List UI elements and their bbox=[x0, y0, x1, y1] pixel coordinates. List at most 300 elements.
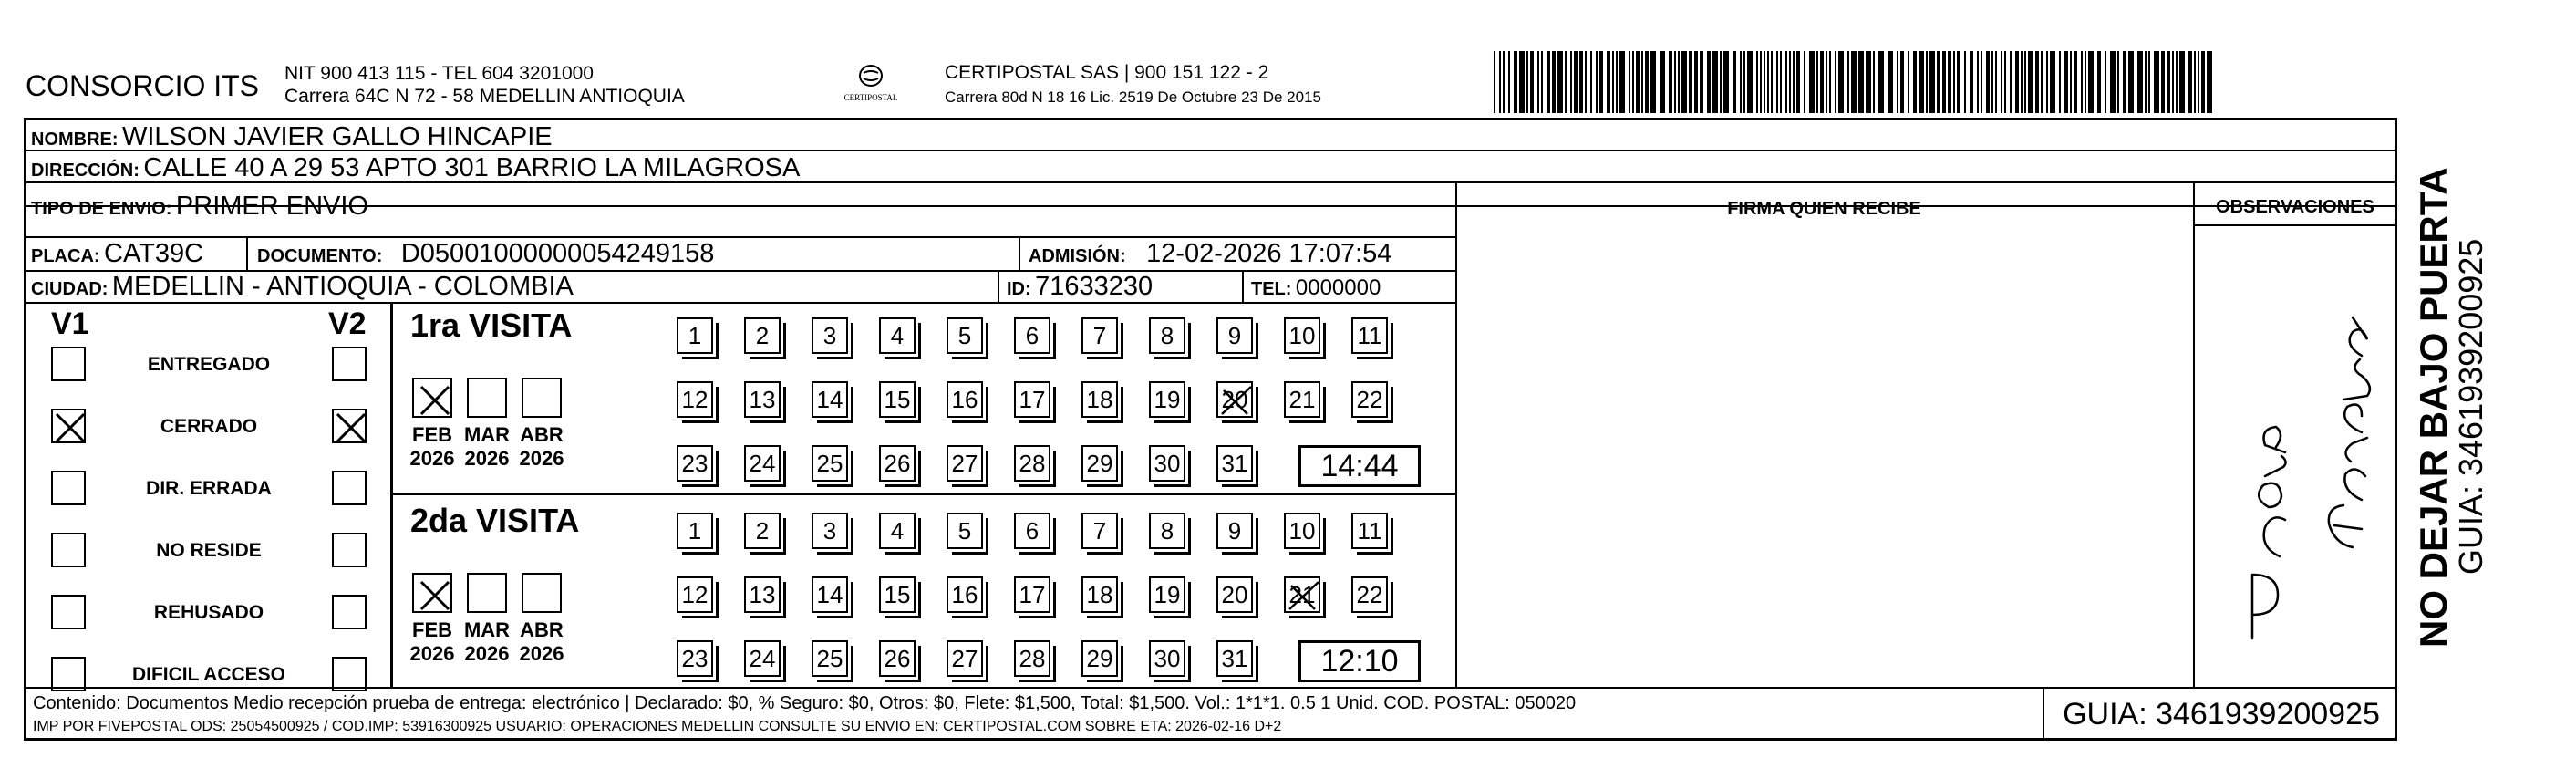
placa-label: PLACA: bbox=[31, 246, 100, 266]
day-number: 5 bbox=[957, 517, 972, 545]
month-name: ABR bbox=[520, 423, 564, 446]
day-box[interactable] bbox=[947, 317, 983, 354]
barcode-bar bbox=[1767, 51, 1769, 113]
day-number: 17 bbox=[1019, 581, 1046, 608]
month-checkbox[interactable] bbox=[522, 378, 562, 418]
barcode-bar bbox=[1771, 51, 1773, 113]
day-number: 11 bbox=[1357, 322, 1382, 349]
check-mark-icon bbox=[414, 575, 456, 617]
barcode-bar bbox=[2167, 51, 2170, 113]
cross-out-icon bbox=[1216, 381, 1257, 421]
barcode-bar bbox=[1712, 51, 1718, 113]
v1-header: V1 bbox=[51, 306, 89, 341]
day-box[interactable] bbox=[1351, 317, 1388, 354]
day-box[interactable] bbox=[1216, 317, 1253, 354]
nombre-value: WILSON JAVIER GALLO HINCAPIE bbox=[122, 122, 553, 151]
day-box[interactable] bbox=[812, 576, 848, 613]
barcode-bar bbox=[1804, 51, 1805, 113]
day-box[interactable] bbox=[947, 576, 983, 613]
day-number: 1 bbox=[688, 517, 702, 545]
month-checkbox[interactable] bbox=[467, 573, 507, 613]
barcode-bar bbox=[1780, 51, 1782, 113]
barcode-bar bbox=[1942, 51, 1946, 113]
day-box[interactable] bbox=[1284, 513, 1320, 549]
barcode-bar bbox=[1937, 51, 1940, 113]
day-box[interactable] bbox=[812, 513, 848, 549]
nit-line: NIT 900 413 115 - TEL 604 3201000 bbox=[284, 63, 594, 84]
day-box[interactable] bbox=[677, 576, 713, 613]
day-number: 6 bbox=[1025, 322, 1040, 349]
barcode-bar bbox=[1494, 51, 1495, 113]
day-number: 29 bbox=[1086, 450, 1113, 477]
day-number: 2 bbox=[755, 517, 770, 545]
day-number: 19 bbox=[1154, 386, 1181, 413]
day-number: 25 bbox=[816, 645, 843, 672]
barcode-bar bbox=[1851, 51, 1857, 113]
documento-label: DOCUMENTO: bbox=[257, 246, 383, 266]
admision-label: ADMISIÓN: bbox=[1029, 246, 1126, 266]
ciudad-cell bbox=[31, 272, 574, 302]
day-box[interactable] bbox=[1149, 640, 1185, 677]
barcode-bar bbox=[1995, 51, 1997, 113]
month-year: 2026 bbox=[409, 447, 455, 470]
nombre-row bbox=[31, 122, 553, 152]
visit-time: 14:44 bbox=[1298, 445, 1421, 487]
day-number: 31 bbox=[1221, 645, 1248, 672]
day-box[interactable] bbox=[1081, 576, 1118, 613]
side-warning: NO DEJAR BAJO PUERTA bbox=[2412, 167, 2455, 648]
barcode-bar bbox=[1964, 51, 1966, 113]
barcode-bar bbox=[1733, 51, 1736, 113]
day-box[interactable] bbox=[1081, 445, 1118, 482]
day-number: 22 bbox=[1356, 386, 1383, 413]
day-number: 19 bbox=[1154, 581, 1181, 608]
check-mark-icon bbox=[330, 407, 372, 449]
day-box[interactable] bbox=[879, 317, 916, 354]
day-number: 23 bbox=[681, 450, 709, 477]
barcode-bar bbox=[2024, 51, 2026, 113]
day-number: 4 bbox=[890, 322, 905, 349]
day-number: 10 bbox=[1288, 517, 1316, 545]
observaciones-header: OBSERVACIONES bbox=[2216, 197, 2374, 217]
ciudad-value: MEDELLIN - ANTIOQUIA - COLOMBIA bbox=[111, 272, 574, 301]
barcode-bar bbox=[1816, 51, 1818, 113]
cert-line1: CERTIPOSTAL SAS | 900 151 122 - 2 bbox=[945, 62, 1269, 83]
day-box[interactable] bbox=[1149, 513, 1185, 549]
day-number: 22 bbox=[1356, 581, 1383, 608]
day-box[interactable] bbox=[812, 317, 848, 354]
v2-checkbox[interactable] bbox=[332, 533, 367, 567]
barcode-bar bbox=[2161, 51, 2165, 113]
company-name: CONSORCIO ITS bbox=[26, 69, 260, 102]
barcode-bar bbox=[2128, 51, 2134, 113]
v2-checkbox[interactable] bbox=[332, 471, 367, 505]
day-box[interactable] bbox=[1351, 381, 1388, 418]
barcode-bar bbox=[1499, 51, 1501, 113]
barcode-bar bbox=[1641, 51, 1643, 113]
v1-checkbox[interactable] bbox=[51, 409, 86, 443]
barcode-bar bbox=[1776, 51, 1778, 113]
day-box[interactable] bbox=[1351, 513, 1388, 549]
day-box[interactable] bbox=[1284, 317, 1320, 354]
barcode-bar bbox=[1660, 51, 1665, 113]
barcode-bar bbox=[1796, 51, 1800, 113]
certipostal-logo bbox=[839, 60, 903, 108]
day-number: 24 bbox=[749, 450, 776, 477]
barcode-bar bbox=[2085, 51, 2086, 113]
barcode-bar bbox=[2041, 51, 2043, 113]
barcode-bar bbox=[1590, 51, 1592, 113]
barcode-bar bbox=[1508, 51, 1510, 113]
day-number: 21 bbox=[1288, 386, 1316, 413]
tipo-envio-value: PRIMER ENVIO bbox=[175, 192, 369, 221]
ciudad-label: CIUDAD: bbox=[31, 279, 109, 299]
barcode-bar bbox=[1720, 51, 1722, 113]
tel-label: TEL: bbox=[1251, 279, 1292, 299]
month-checkbox[interactable] bbox=[522, 573, 562, 613]
barcode-bar bbox=[1585, 51, 1587, 113]
month-label bbox=[460, 618, 514, 666]
barcode-bar bbox=[1541, 51, 1543, 113]
barcode-bar bbox=[1574, 51, 1578, 113]
day-box[interactable] bbox=[1216, 640, 1253, 677]
barcode-bar bbox=[1694, 51, 1698, 113]
barcode-bar bbox=[2001, 51, 2002, 113]
day-box[interactable] bbox=[1149, 576, 1185, 613]
barcode-bar bbox=[2194, 51, 2196, 113]
barcode-bar bbox=[1977, 51, 1979, 113]
month-label bbox=[405, 423, 460, 471]
day-box[interactable] bbox=[1081, 317, 1118, 354]
barcode-bar bbox=[1760, 51, 1762, 113]
day-number: 14 bbox=[816, 581, 843, 608]
barcode-bar bbox=[2015, 51, 2019, 113]
barcode-bar bbox=[2201, 51, 2205, 113]
day-box[interactable] bbox=[1216, 445, 1253, 482]
barcode-bar bbox=[1826, 51, 1827, 113]
month-name: ABR bbox=[520, 618, 564, 641]
barcode-bar bbox=[1674, 51, 1676, 113]
barcode-bar bbox=[2145, 51, 2147, 113]
day-number: 23 bbox=[681, 645, 709, 672]
barcode-bar bbox=[1897, 51, 1898, 113]
barcode-bar bbox=[1919, 51, 1924, 113]
barcode-bar bbox=[1809, 51, 1815, 113]
barcode-bar bbox=[1764, 51, 1765, 113]
barcode-bar bbox=[2010, 51, 2012, 113]
day-box[interactable] bbox=[1216, 576, 1253, 613]
barcode-bar bbox=[2154, 51, 2159, 113]
month-year: 2026 bbox=[464, 642, 510, 665]
day-number: 24 bbox=[749, 645, 776, 672]
v2-checkbox[interactable] bbox=[332, 657, 367, 691]
barcode-bar bbox=[1678, 51, 1680, 113]
day-number: 8 bbox=[1160, 322, 1174, 349]
barcode-bar bbox=[1503, 51, 1505, 113]
v1-checkbox[interactable] bbox=[51, 595, 86, 629]
day-box[interactable] bbox=[677, 513, 713, 549]
check-mark-icon bbox=[414, 379, 456, 421]
month-label bbox=[460, 423, 514, 471]
barcode-bar bbox=[1599, 51, 1603, 113]
day-box[interactable] bbox=[1014, 576, 1050, 613]
company-info bbox=[284, 62, 685, 108]
barcode-bar bbox=[1888, 51, 1893, 113]
barcode-bar bbox=[1957, 51, 1960, 113]
barcode-bar bbox=[1629, 51, 1630, 113]
cert-line2: Carrera 80d N 18 16 Lic. 2519 De Octubre 23 De 2015 bbox=[945, 88, 1321, 106]
day-box[interactable] bbox=[1284, 381, 1320, 418]
v1-checkbox[interactable] bbox=[51, 657, 86, 691]
day-number: 26 bbox=[884, 645, 911, 672]
day-box[interactable] bbox=[879, 576, 916, 613]
day-box[interactable] bbox=[1081, 513, 1118, 549]
day-number: 26 bbox=[884, 450, 911, 477]
day-box[interactable] bbox=[1284, 576, 1320, 613]
barcode-bar bbox=[1645, 51, 1649, 113]
day-box[interactable] bbox=[744, 381, 781, 418]
barcode-bar bbox=[2088, 51, 2094, 113]
address-line: Carrera 64C N 72 - 58 MEDELLIN ANTIOQUIA bbox=[284, 86, 685, 107]
day-box[interactable] bbox=[1081, 640, 1118, 677]
barcode-bar bbox=[1616, 51, 1618, 113]
barcode-bar bbox=[1986, 51, 1990, 113]
documento-value: D05001000000054249158 bbox=[400, 239, 715, 268]
v1-checkbox[interactable] bbox=[51, 471, 86, 505]
day-number: 15 bbox=[884, 386, 911, 413]
day-number: 9 bbox=[1227, 517, 1242, 545]
day-box[interactable] bbox=[1149, 381, 1185, 418]
v2-checkbox[interactable] bbox=[332, 409, 367, 443]
barcode-bar bbox=[2059, 51, 2061, 113]
v2-header: V2 bbox=[328, 306, 367, 341]
barcode-bar bbox=[2050, 51, 2055, 113]
barcode-bar bbox=[1926, 51, 1928, 113]
day-number: 11 bbox=[1357, 517, 1382, 545]
barcode bbox=[1494, 51, 2219, 113]
barcode-bar bbox=[1565, 51, 1567, 113]
day-box[interactable] bbox=[1081, 381, 1118, 418]
day-box[interactable] bbox=[1216, 513, 1253, 549]
month-name: FEB bbox=[412, 618, 452, 641]
month-name: MAR bbox=[463, 618, 511, 641]
day-box[interactable] bbox=[1351, 576, 1388, 613]
barcode-bar bbox=[2046, 51, 2048, 113]
barcode-bar bbox=[2097, 51, 2101, 113]
day-box[interactable] bbox=[879, 513, 916, 549]
day-box[interactable] bbox=[1014, 640, 1050, 677]
status-option-label: REHUSADO bbox=[153, 602, 264, 623]
firma-header: FIRMA QUIEN RECIBE bbox=[1727, 199, 1921, 219]
day-box[interactable] bbox=[1014, 445, 1050, 482]
nombre-label: NOMBRE: bbox=[31, 130, 119, 150]
day-box[interactable] bbox=[879, 381, 916, 418]
barcode-bar bbox=[1570, 51, 1572, 113]
tel-cell bbox=[1251, 275, 1381, 301]
month-year: 2026 bbox=[519, 447, 564, 470]
day-box[interactable] bbox=[879, 445, 916, 482]
day-number: 16 bbox=[951, 581, 978, 608]
direccion-label: DIRECCIÓN: bbox=[31, 161, 140, 181]
barcode-bar bbox=[1557, 51, 1563, 113]
day-number: 21 bbox=[1288, 581, 1316, 608]
month-checkbox[interactable] bbox=[412, 573, 452, 613]
day-number: 16 bbox=[951, 386, 978, 413]
day-number: 13 bbox=[749, 386, 776, 413]
barcode-bar bbox=[1700, 51, 1703, 113]
day-box[interactable] bbox=[744, 445, 781, 482]
status-option-label: NO RESIDE bbox=[156, 540, 262, 561]
month-checkbox[interactable] bbox=[412, 378, 452, 418]
day-number: 25 bbox=[816, 450, 843, 477]
day-number: 20 bbox=[1221, 581, 1248, 608]
day-box[interactable] bbox=[1014, 381, 1050, 418]
day-number: 3 bbox=[822, 322, 837, 349]
month-label bbox=[514, 618, 569, 666]
day-box[interactable] bbox=[744, 513, 781, 549]
status-option-label: DIR. ERRADA bbox=[146, 478, 272, 499]
barcode-bar bbox=[1743, 51, 1745, 113]
day-box[interactable] bbox=[677, 381, 713, 418]
barcode-bar bbox=[1847, 51, 1849, 113]
barcode-bar bbox=[1793, 51, 1795, 113]
day-box[interactable] bbox=[1149, 445, 1185, 482]
direccion-row bbox=[31, 153, 800, 183]
barcode-bar bbox=[1519, 51, 1525, 113]
month-label bbox=[405, 618, 460, 666]
barcode-bar bbox=[1514, 51, 1517, 113]
barcode-bar bbox=[1689, 51, 1692, 113]
barcode-bar bbox=[1858, 51, 1864, 113]
day-box[interactable] bbox=[812, 640, 848, 677]
status-option-label: DIFICIL ACCESO bbox=[131, 664, 285, 685]
barcode-bar bbox=[1789, 51, 1791, 113]
day-number: 12 bbox=[681, 386, 709, 413]
day-box[interactable] bbox=[1149, 317, 1185, 354]
logo-text: CERTIPOSTAL bbox=[843, 93, 898, 102]
barcode-bar bbox=[1838, 51, 1844, 113]
placa-value: CAT39C bbox=[104, 239, 204, 268]
day-box[interactable] bbox=[947, 640, 983, 677]
id-label: ID: bbox=[1007, 279, 1031, 299]
check-mark-icon bbox=[49, 407, 91, 449]
day-number: 14 bbox=[816, 386, 843, 413]
barcode-bar bbox=[2110, 51, 2116, 113]
barcode-bar bbox=[2207, 51, 2212, 113]
barcode-bar bbox=[1900, 51, 1904, 113]
barcode-bar bbox=[2179, 51, 2185, 113]
admision-value: 12-02-2026 17:07:54 bbox=[1146, 239, 1392, 268]
day-number: 5 bbox=[957, 322, 972, 349]
barcode-bar bbox=[1981, 51, 1982, 113]
barcode-bar bbox=[1873, 51, 1875, 113]
footer-print-line: IMP POR FIVEPOSTAL ODS: 25054500925 / COD.IMP: 53916300925 USUARIO: OPERACIONES MEDELLIN CONSULTE SU ENVIO EN: CERTIPOSTAL.COM SOBRE ETA: 2026-02-16 D+2 bbox=[33, 719, 1282, 734]
visit-title: 2da VISITA bbox=[410, 502, 580, 539]
day-box[interactable] bbox=[1014, 317, 1050, 354]
visit-time: 12:10 bbox=[1298, 640, 1421, 682]
day-number: 29 bbox=[1086, 645, 1113, 672]
day-number: 6 bbox=[1025, 517, 1040, 545]
barcode-bar bbox=[1530, 51, 1534, 113]
barcode-bar bbox=[2176, 51, 2178, 113]
status-option-label: ENTREGADO bbox=[147, 354, 271, 375]
barcode-bar bbox=[2117, 51, 2119, 113]
day-number: 1 bbox=[688, 322, 702, 349]
barcode-bar bbox=[1526, 51, 1528, 113]
day-box[interactable] bbox=[812, 381, 848, 418]
direccion-value: CALLE 40 A 29 53 APTO 301 BARRIO LA MILAGROSA bbox=[143, 153, 801, 182]
month-checkbox[interactable] bbox=[467, 378, 507, 418]
barcode-bar bbox=[1669, 51, 1672, 113]
day-box[interactable] bbox=[947, 381, 983, 418]
month-name: MAR bbox=[463, 423, 511, 446]
month-year: 2026 bbox=[409, 642, 455, 665]
day-number: 13 bbox=[749, 581, 776, 608]
barcode-bar bbox=[1785, 51, 1787, 113]
barcode-bar bbox=[2021, 51, 2023, 113]
v2-checkbox[interactable] bbox=[332, 347, 367, 381]
day-box[interactable] bbox=[744, 640, 781, 677]
barcode-bar bbox=[1908, 51, 1909, 113]
barcode-bar bbox=[2172, 51, 2174, 113]
day-number: 9 bbox=[1227, 322, 1242, 349]
barcode-bar bbox=[2123, 51, 2126, 113]
v2-checkbox[interactable] bbox=[332, 595, 367, 629]
barcode-bar bbox=[1835, 51, 1836, 113]
day-number: 17 bbox=[1019, 386, 1046, 413]
day-box[interactable] bbox=[947, 445, 983, 482]
month-label bbox=[514, 423, 569, 471]
day-number: 15 bbox=[884, 581, 911, 608]
day-number: 12 bbox=[681, 581, 709, 608]
day-box[interactable] bbox=[677, 317, 713, 354]
day-number: 31 bbox=[1221, 450, 1248, 477]
v1-checkbox[interactable] bbox=[51, 347, 86, 381]
id-cell bbox=[1007, 272, 1153, 302]
barcode-bar bbox=[2074, 51, 2077, 113]
certipostal-info bbox=[945, 60, 1321, 109]
barcode-bar bbox=[1866, 51, 1871, 113]
barcode-bar bbox=[2004, 51, 2006, 113]
footer-content-line: Contenido: Documentos Medio recepción prueba de entrega: electrónico | Declarado: $0, % Seguro: $0, Otros: $0, Flete: $1,500, Total: $1,500. Vol.: 1*1*1. 0.5 1 Unid. COD. POSTAL: 050020 bbox=[33, 693, 1577, 713]
id-value: 71633230 bbox=[1035, 272, 1154, 301]
day-box[interactable] bbox=[677, 445, 713, 482]
day-box[interactable] bbox=[744, 317, 781, 354]
day-box[interactable] bbox=[879, 640, 916, 677]
tipo-envio-label: TIPO DE ENVIO: bbox=[31, 199, 172, 219]
month-name: FEB bbox=[412, 423, 452, 446]
day-box[interactable] bbox=[744, 576, 781, 613]
day-box[interactable] bbox=[812, 445, 848, 482]
barcode-bar bbox=[2081, 51, 2083, 113]
v1-checkbox[interactable] bbox=[51, 533, 86, 567]
barcode-bar bbox=[1829, 51, 1831, 113]
barcode-bar bbox=[1537, 51, 1539, 113]
day-box[interactable] bbox=[1216, 381, 1253, 418]
barcode-bar bbox=[1929, 51, 1935, 113]
day-number: 20 bbox=[1221, 386, 1248, 413]
barcode-bar bbox=[1707, 51, 1711, 113]
day-box[interactable] bbox=[1014, 513, 1050, 549]
day-number: 28 bbox=[1019, 645, 1046, 672]
day-box[interactable] bbox=[677, 640, 713, 677]
day-box[interactable] bbox=[947, 513, 983, 549]
barcode-bar bbox=[2188, 51, 2192, 113]
barcode-bar bbox=[1913, 51, 1917, 113]
barcode-bar bbox=[1579, 51, 1583, 113]
barcode-bar bbox=[1747, 51, 1753, 113]
day-number: 27 bbox=[951, 450, 978, 477]
